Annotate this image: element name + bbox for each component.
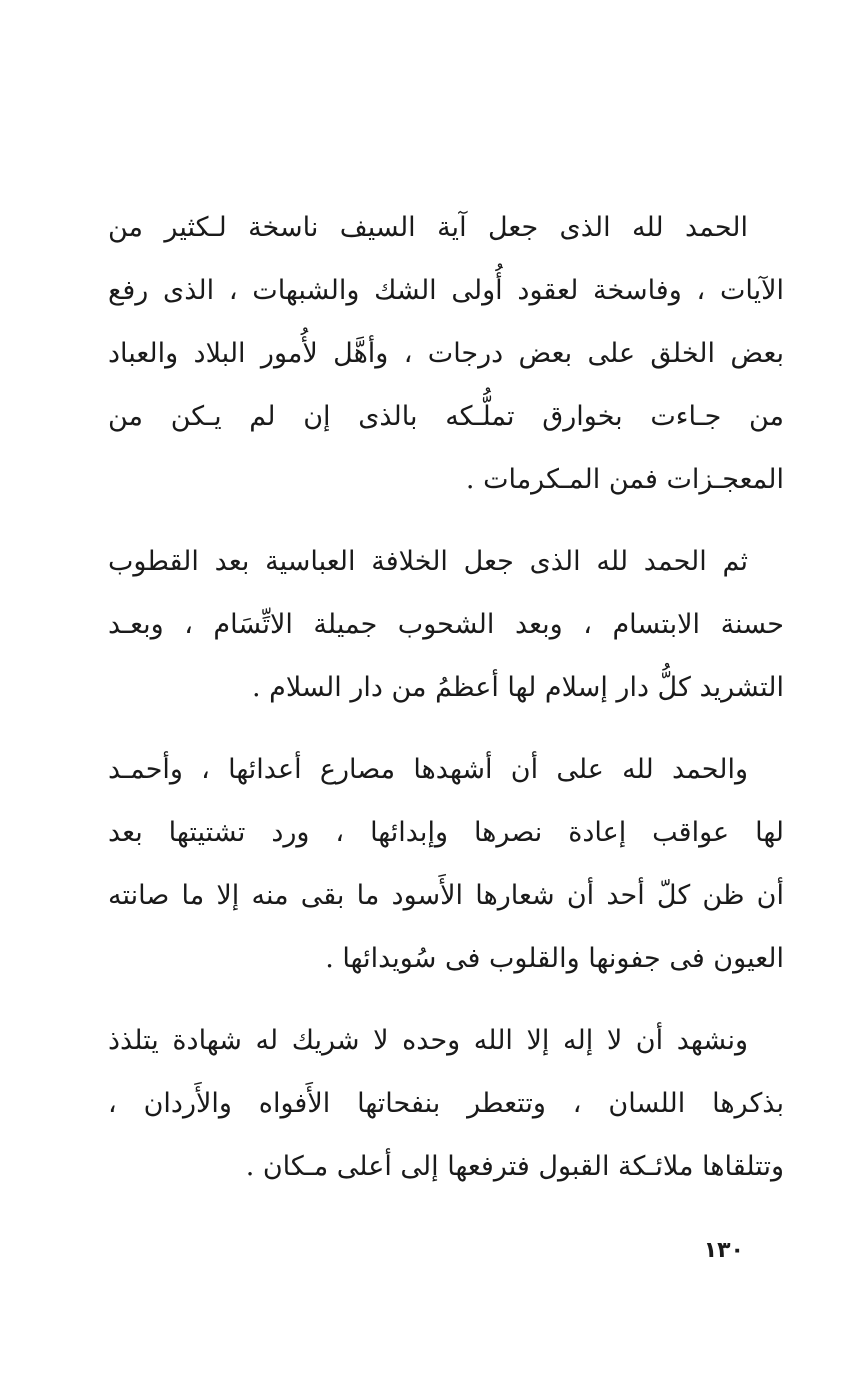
page-body (108, 196, 784, 1316)
paragraph-2 (108, 530, 784, 719)
text-line: والحمد لله على أن أشهدها مصارع أعدائها ، وأحمـد (108, 754, 748, 785)
text-line: العيون فى جفونها والقلوب فى سُويدائها . (325, 943, 784, 974)
text-line: بذكرها اللسان ، وتتعطر بنفحاتها الأَفواه والأَردان ، (108, 1088, 784, 1119)
text-line: لها عواقب إعادة نصرها وإبدائها ، ورد تشتيتها بعد (108, 817, 784, 848)
text-line: أن ظن كلّ أحد أن شعارها الأَسود ما بقى منه إلا ما صانته (108, 880, 784, 911)
text-line: من جـاءت بخوارق تملُّـكه بالذى إن لم يـكن من (108, 401, 784, 432)
text-line: ثم الحمد لله الذى جعل الخلافة العباسية بعد القطوب (108, 546, 748, 577)
text-line: وتتلقاها ملائـكة القبول فترفعها إلى أعلى مـكان . (245, 1151, 784, 1182)
paragraph-4 (108, 1009, 784, 1198)
text-line: الحمد لله الذى جعل آية السيف ناسخة لـكثير من (108, 212, 748, 243)
text-line: التشريد كلُّ دار إسلام لها أعظمُ من دار السلام . (251, 672, 784, 703)
text-line: المعجـزات فمن المـكرمات . (465, 464, 784, 495)
text-line: حسنة الابتسام ، وبعد الشحوب جميلة الاتِّسَام ، وبعـد (108, 609, 784, 640)
paragraph-3 (108, 738, 784, 990)
text-line: ونشهد أن لا إله إلا الله وحده لا شريك له شهادة يتلذذ (108, 1025, 748, 1056)
text-line: بعض الخلق على بعض درجات ، وأهَّل لأُمور البلاد والعباد (108, 338, 784, 369)
text-line: الآيات ، وفاسخة لعقود أُولى الشك والشبهات ، الذى رفع (108, 275, 784, 306)
paragraph-1 (108, 196, 784, 511)
page-number: ١٣٠ (703, 1238, 744, 1263)
